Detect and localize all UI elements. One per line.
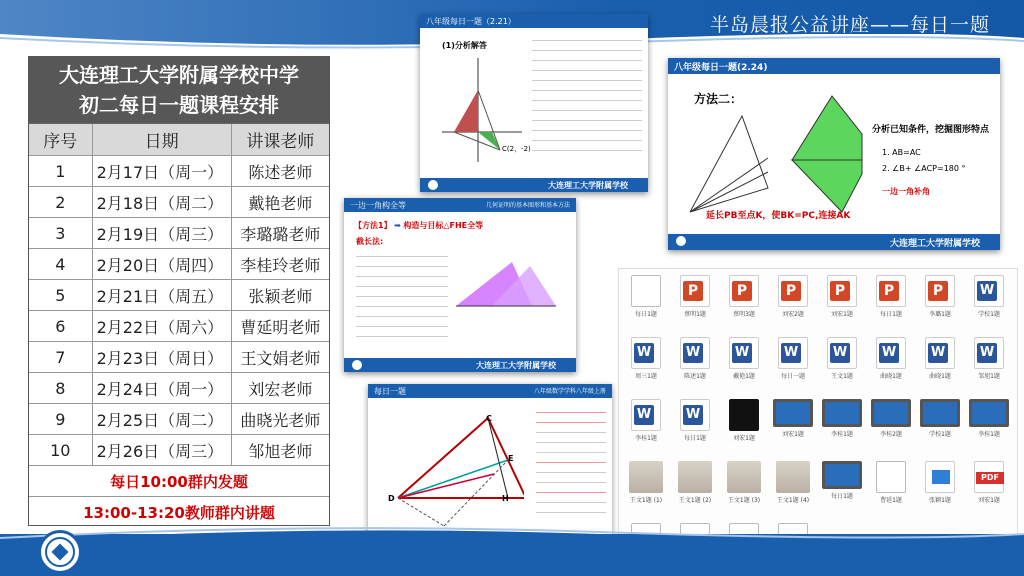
- row-number: 9: [29, 404, 93, 434]
- row-teacher: 曲晓光老师: [240, 410, 321, 430]
- slide-thumbnail-method[interactable]: [344, 198, 576, 372]
- word-file-icon: [827, 337, 857, 369]
- proof-text-block: [356, 250, 448, 337]
- file-item[interactable]: [770, 461, 816, 504]
- row-teacher: 刘宏老师: [248, 379, 313, 399]
- file-item[interactable]: [721, 461, 767, 504]
- photo-file-icon: [776, 461, 810, 493]
- row-number: 10: [29, 435, 93, 465]
- row-date: 2月26日（周三）: [93, 435, 232, 465]
- file-name: 刘宏1题: [831, 311, 853, 318]
- doc-file-icon: [876, 461, 906, 493]
- table-row: [29, 310, 329, 341]
- file-item[interactable]: [868, 461, 914, 504]
- file-name: 每日1题: [684, 435, 706, 442]
- file-item[interactable]: [623, 275, 669, 318]
- file-item[interactable]: [966, 461, 1012, 504]
- file-name: 陈述1题: [684, 373, 706, 380]
- file-name: 每日一题: [780, 373, 805, 380]
- schedule-footer-lecture-time: 13:00-13:20教师群内讲题: [29, 496, 329, 527]
- file-item[interactable]: [672, 399, 718, 442]
- file-name: 刘宏1题: [782, 431, 804, 438]
- row-number: 7: [29, 342, 93, 372]
- slide-thumbnail-2-24[interactable]: [668, 58, 1000, 250]
- table-row: [29, 155, 329, 186]
- file-name: 刘宏1题: [978, 497, 1000, 504]
- file-name: 周三1题: [635, 373, 657, 380]
- row-teacher: 王文娟老师: [240, 348, 321, 368]
- table-row: [29, 372, 329, 403]
- column-header-number: 序号: [29, 124, 93, 155]
- video-file-icon: [822, 399, 862, 427]
- ppt-file-icon: [778, 275, 808, 307]
- slide-thumbnail-2-21[interactable]: [420, 14, 648, 192]
- file-name: 戴艳1题: [733, 373, 755, 380]
- table-row: [29, 341, 329, 372]
- word-file-icon: [631, 399, 661, 431]
- thumb-footer: 大连理工大学附属学校: [668, 234, 1000, 250]
- word-file-icon: [974, 337, 1004, 369]
- solution-text-block: [532, 34, 642, 174]
- row-number: 5: [29, 280, 93, 310]
- row-teacher: 邹旭老师: [248, 441, 313, 461]
- file-name: 王文1题 (1): [629, 497, 663, 504]
- file-name: 学校1题: [929, 431, 951, 438]
- file-name: 李璐1题: [929, 311, 951, 318]
- schedule-title: [29, 57, 329, 123]
- file-item[interactable]: [819, 275, 865, 318]
- schedule-header-row: [29, 123, 329, 155]
- file-item[interactable]: [917, 399, 963, 438]
- row-date: 2月23日（周日）: [93, 342, 232, 372]
- table-row: [29, 186, 329, 217]
- photo-file-icon: [629, 461, 663, 493]
- file-item[interactable]: [672, 337, 718, 380]
- file-name: 曲晓1题: [929, 373, 951, 380]
- schedule-title-line2: 初二每日一题课程安排: [79, 93, 279, 117]
- row-teacher: 陈述老师: [248, 162, 313, 182]
- thumb-header: 每日一题 八年级数学学科八年级上册: [368, 384, 612, 398]
- video-file-icon: [871, 399, 911, 427]
- file-name: 李桂1题: [978, 431, 1000, 438]
- row-number: 6: [29, 311, 93, 341]
- file-item[interactable]: [917, 461, 963, 504]
- file-item[interactable]: [672, 275, 718, 318]
- row-date: 2月17日（周一）: [93, 156, 232, 186]
- file-name: 王文1题 (4): [776, 497, 810, 504]
- pdf-file-icon: [974, 461, 1004, 493]
- file-name: 刘宏1题: [733, 435, 755, 442]
- file-item[interactable]: [868, 399, 914, 438]
- row-teacher: 李璐璐老师: [240, 224, 321, 244]
- doc-file-icon: [631, 275, 661, 307]
- row-date: 2月19日（周三）: [93, 218, 232, 248]
- row-teacher: 戴艳老师: [248, 193, 313, 213]
- thumb-header: 八年级每日一题(2.24): [668, 58, 1000, 74]
- word-file-icon: [729, 337, 759, 369]
- file-name: 刘宏2题: [782, 311, 804, 318]
- file-item[interactable]: [721, 275, 767, 318]
- thumb-header: 一边一角构全等 几何证明的基本图形和基本方法: [344, 198, 576, 212]
- ppt-file-icon: [729, 275, 759, 307]
- file-item[interactable]: [672, 461, 718, 504]
- point-d-label: D: [388, 494, 395, 503]
- file-item[interactable]: [770, 337, 816, 380]
- file-item[interactable]: [770, 275, 816, 318]
- proof-text-block: [536, 406, 606, 513]
- triangle-diagram: [452, 254, 562, 314]
- row-number: 8: [29, 373, 93, 403]
- point-label: C(2，-2): [502, 145, 531, 153]
- file-item[interactable]: [819, 461, 865, 500]
- file-item[interactable]: [868, 337, 914, 380]
- table-row: [29, 248, 329, 279]
- word-file-icon: [876, 337, 906, 369]
- geometry-diagram: [682, 94, 872, 214]
- photo-file-icon: [727, 461, 761, 493]
- table-row: [29, 279, 329, 310]
- row-teacher: 张颖老师: [248, 286, 313, 306]
- file-item[interactable]: [917, 275, 963, 318]
- row-number: 2: [29, 187, 93, 217]
- file-item[interactable]: [819, 337, 865, 380]
- word-file-icon: [925, 337, 955, 369]
- thumb-footer: 大连理工大学附属学校: [420, 178, 648, 192]
- thumb-header: 八年级每日一题（2.21）: [420, 14, 648, 28]
- file-item[interactable]: [770, 399, 816, 438]
- file-name: 每日1题: [831, 493, 853, 500]
- file-name: 蔡明1题: [684, 311, 706, 318]
- ppt-file-icon: [680, 275, 710, 307]
- schedule-footer-post-time: 每日10:00群内发题: [29, 465, 329, 496]
- file-item[interactable]: [966, 275, 1012, 318]
- file-name: 邹旭1题: [978, 373, 1000, 380]
- point-h-label: H: [502, 494, 509, 503]
- column-header-date: 日期: [93, 124, 232, 155]
- table-row: [29, 403, 329, 434]
- file-item[interactable]: [917, 337, 963, 380]
- ppt-file-icon: [876, 275, 906, 307]
- ppt-file-icon: [827, 275, 857, 307]
- school-logo-icon: [352, 360, 362, 370]
- arrow-icon: ➡: [394, 221, 401, 230]
- file-name: 李桂1题: [831, 431, 853, 438]
- file-item[interactable]: [966, 399, 1012, 438]
- file-name: 蔡明3题: [733, 311, 755, 318]
- file-item[interactable]: [819, 399, 865, 438]
- row-date: 2月24日（周一）: [93, 373, 232, 403]
- point-e-label: E: [508, 454, 514, 463]
- file-name: 曲晓1题: [880, 373, 902, 380]
- school-logo-icon: [38, 530, 82, 574]
- note-text: 一边一角补角: [882, 187, 930, 196]
- point-c-label: C: [486, 414, 492, 423]
- word-file-icon: [778, 337, 808, 369]
- file-name: 学校1题: [978, 311, 1000, 318]
- file-name: 曹延1题: [880, 497, 902, 504]
- row-date: 2月20日（周四）: [93, 249, 232, 279]
- video-file-icon: [969, 399, 1009, 427]
- file-item[interactable]: [966, 337, 1012, 380]
- row-date: 2月21日（周五）: [93, 280, 232, 310]
- file-item[interactable]: [623, 337, 669, 380]
- method-label: 方法二：: [694, 92, 743, 106]
- school-logo-icon: [428, 180, 438, 190]
- step-1: 1. AB=AC: [882, 148, 921, 157]
- table-row: [29, 217, 329, 248]
- word-file-icon: [974, 275, 1004, 307]
- thumb-heading: (1)分析解答: [442, 41, 487, 50]
- file-name: 每日1题: [880, 311, 902, 318]
- file-name: 王文1题 (3): [727, 497, 761, 504]
- file-item[interactable]: [623, 399, 669, 442]
- file-name: 王文1题: [831, 373, 853, 380]
- file-item[interactable]: [721, 337, 767, 380]
- schedule-table: [28, 56, 330, 526]
- file-item[interactable]: [623, 461, 669, 504]
- video-file-icon: [773, 399, 813, 427]
- file-name: 张颖1题: [929, 497, 951, 504]
- video-file-icon: [920, 399, 960, 427]
- ppt-file-icon: [925, 275, 955, 307]
- triangle-proof-diagram: [384, 406, 524, 536]
- footer-band: [0, 534, 1024, 576]
- file-item[interactable]: [868, 275, 914, 318]
- row-number: 3: [29, 218, 93, 248]
- table-row: [29, 434, 329, 465]
- word-file-icon: [680, 399, 710, 431]
- file-name: 李桂2题: [880, 431, 902, 438]
- file-name: 王文1题 (2): [678, 497, 712, 504]
- black-file-icon: [729, 399, 759, 431]
- row-number: 1: [29, 156, 93, 186]
- clip-file-icon: [925, 461, 955, 493]
- row-date: 2月22日（周六）: [93, 311, 232, 341]
- row-number: 4: [29, 249, 93, 279]
- file-name: 每日1题: [635, 311, 657, 318]
- school-logo-icon: [676, 236, 686, 246]
- thumb-footer: 大连理工大学附属学校: [344, 358, 576, 372]
- row-date: 2月18日（周二）: [93, 187, 232, 217]
- slide-title: 半岛晨报公益讲座——每日一题: [709, 14, 990, 36]
- row-teacher: 李桂玲老师: [240, 255, 321, 275]
- step-2: 2. ∠B+ ∠ACP=180 °: [882, 164, 966, 173]
- file-item[interactable]: [721, 399, 767, 442]
- photo-file-icon: [678, 461, 712, 493]
- video-file-icon: [822, 461, 862, 489]
- row-teacher: 曹延明老师: [240, 317, 321, 337]
- schedule-title-line1: 大连理工大学附属学校中学: [59, 63, 299, 87]
- word-file-icon: [680, 337, 710, 369]
- sub-heading: 截长法:: [356, 237, 384, 246]
- method-heading: 【方法1】 ➡ 构造与目标△FHE全等: [354, 221, 484, 230]
- file-name: 李桂1题: [635, 435, 657, 442]
- column-header-teacher: 讲课老师: [246, 132, 315, 152]
- footer-wave: [0, 524, 1024, 542]
- row-date: 2月25日（周二）: [93, 404, 232, 434]
- word-file-icon: [631, 337, 661, 369]
- construction-text: 延长PB至点K，使BK=PC,连接AK: [706, 211, 851, 221]
- analysis-text: 分析已知条件，挖掘图形特点: [872, 125, 990, 135]
- file-explorer: [618, 268, 1018, 546]
